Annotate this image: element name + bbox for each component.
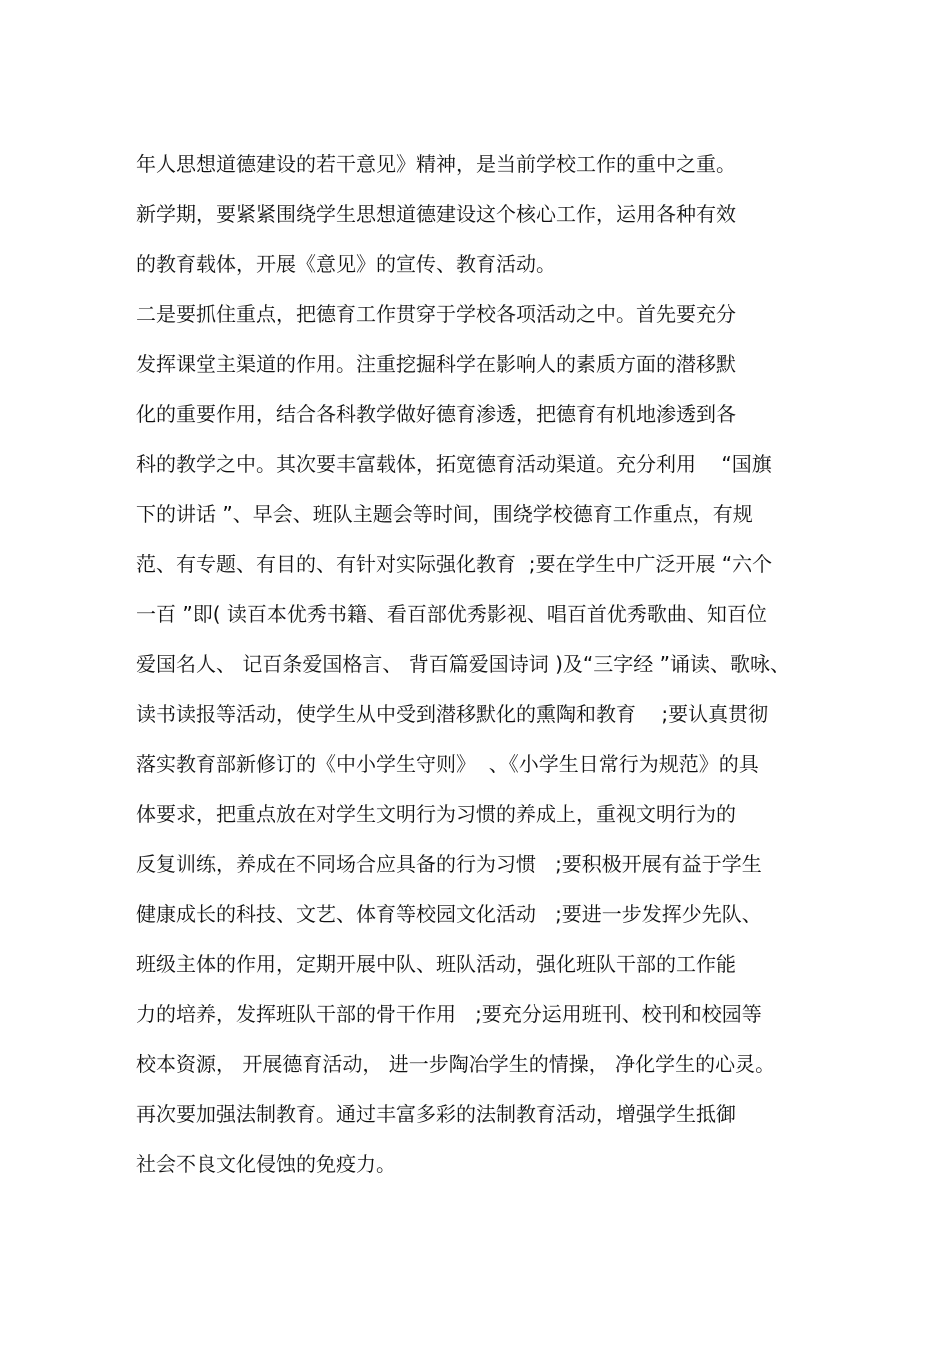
text-line: 反复训练，养成在不同场合应具备的行为习惯 ;要积极开展有益于学生 (136, 852, 762, 876)
text-line: 力的培养，发挥班队干部的骨干作用 ;要充分运用班刊、校刊和校园等 (136, 1002, 762, 1026)
text-line: 科的教学之中。其次要丰富载体，拓宽德育活动渠道。充分利用 “国旗 (136, 452, 772, 476)
text-line: 班级主体的作用，定期开展中队、班队活动，强化班队干部的工作能 (136, 952, 736, 976)
text-line: 发挥课堂主渠道的作用。注重挖掘科学在影响人的素质方面的潜移默 (136, 352, 736, 376)
text-line: 新学期，要紧紧围绕学生思想道德建设这个核心工作，运用各种有效 (136, 202, 736, 226)
text-line: 体要求，把重点放在对学生文明行为习惯的养成上，重视文明行为的 (136, 802, 736, 826)
text-line: 的教育载体，开展《意见》的宣传、教育活动。 (136, 252, 556, 276)
text-line: 化的重要作用，结合各科教学做好德育渗透，把德育有机地渗透到各 (136, 402, 736, 426)
text-line: 一百 ”即( 读百本优秀书籍、看百部优秀影视、唱百首优秀歌曲、知百位 (136, 602, 767, 626)
text-line: 读书读报等活动，使学生从中受到潜移默化的熏陶和教育 ;要认真贯彻 (136, 702, 769, 726)
body-text (136, 146, 826, 1196)
text-line: 落实教育部新修订的《中小学生守则》 、《小学生日常行为规范》的具 (136, 752, 759, 776)
text-line: 爱国名人、 记百条爱国格言、 背百篇爱国诗词 )及“三字经 ”诵读、歌咏、 (136, 652, 790, 676)
text-line: 二是要抓住重点，把德育工作贯穿于学校各项活动之中。首先要充分 (136, 302, 736, 326)
text-line: 社会不良文化侵蚀的免疫力。 (136, 1152, 396, 1176)
text-line: 再次要加强法制教育。通过丰富多彩的法制教育活动，增强学生抵御 (136, 1102, 736, 1126)
text-line: 下的讲话 ”、早会、班队主题会等时间，围绕学校德育工作重点，有规 (136, 502, 753, 526)
text-line: 年人思想道德建设的若干意见》精神，是当前学校工作的重中之重。 (136, 152, 736, 176)
text-line: 健康成长的科技、文艺、体育等校园文化活动 ;要进一步发挥少先队、 (136, 902, 762, 926)
text-line: 范、有专题、有目的、有针对实际强化教育 ;要在学生中广泛开展 “六个 (136, 552, 773, 576)
text-line: 校本资源， 开展德育活动， 进一步陶冶学生的情操， 净化学生的心灵。 (136, 1052, 776, 1076)
